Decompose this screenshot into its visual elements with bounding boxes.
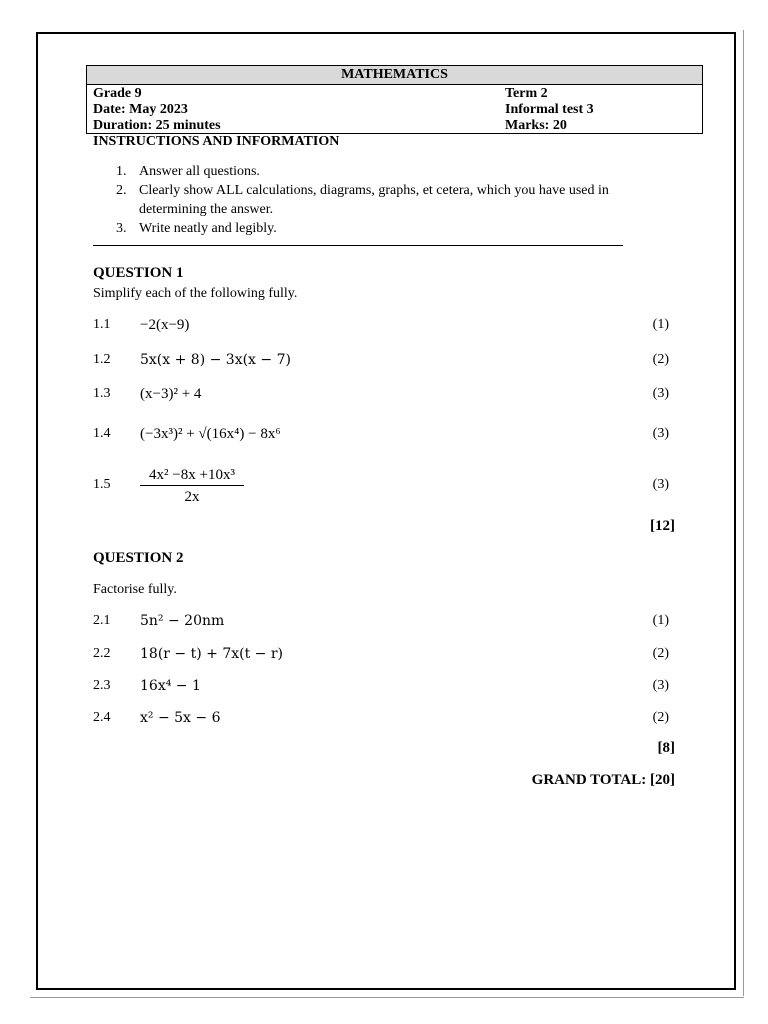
term-label: Term 2	[505, 86, 548, 101]
fraction-bar	[140, 485, 244, 486]
question-item-2-2	[93, 646, 675, 668]
instruction-item	[116, 181, 676, 219]
question2-total: [8]	[657, 740, 675, 756]
grade-label: Grade 9	[93, 86, 142, 101]
grand-total: GRAND TOTAL: [20]	[531, 772, 675, 788]
instruction-number: 2.	[116, 183, 127, 198]
question2-prompt: Factorise fully.	[93, 582, 177, 597]
fraction-denominator: 2x	[184, 489, 200, 505]
question-expression: 18(r − t) + 7x(t − r)	[140, 646, 283, 662]
question-number: 1.5	[93, 477, 111, 492]
divider-line	[93, 245, 623, 246]
question1-heading: QUESTION 1	[93, 265, 184, 281]
instruction-item	[116, 219, 676, 238]
instructions-list	[116, 162, 676, 238]
question-expression: 16x⁴ − 1	[140, 678, 201, 694]
instruction-item	[116, 162, 676, 181]
question-marks: (3)	[652, 678, 669, 693]
question-item-2-4	[93, 710, 675, 732]
question-expression: x² − 5x − 6	[140, 710, 221, 726]
question-item-2-3	[93, 678, 675, 700]
marks-label: Marks: 20	[505, 118, 567, 133]
question-expression: (x−3)² + 4	[140, 386, 202, 402]
question-number: 2.4	[93, 710, 111, 725]
question-expression: −2(x−9)	[140, 317, 190, 333]
question-expression: (−3x³)² + √(16x⁴) − 8x⁶	[140, 426, 281, 442]
fraction-expression	[140, 466, 244, 506]
instruction-text: Clearly show ALL calculations, diagrams, graphs, et cetera, which you have used in determining the answer.	[139, 183, 609, 217]
question2-heading: QUESTION 2	[93, 550, 184, 566]
instructions-heading: INSTRUCTIONS AND INFORMATION	[93, 134, 340, 149]
question-number: 1.3	[93, 386, 111, 401]
instruction-text: Write neatly and legibly.	[139, 221, 277, 236]
test-label: Informal test 3	[505, 102, 594, 117]
instruction-number: 3.	[116, 221, 127, 236]
question-number: 1.2	[93, 352, 111, 367]
header-row-3	[87, 117, 702, 133]
question-marks: (1)	[652, 613, 669, 628]
date-label: Date: May 2023	[93, 102, 188, 117]
question-marks: (1)	[652, 317, 669, 332]
question-marks: (3)	[652, 477, 669, 492]
question-item-1-3	[93, 386, 675, 408]
header-row-1	[87, 85, 702, 101]
question-number: 2.2	[93, 646, 111, 661]
question-expression: 5x(x + 8) − 3x(x − 7)	[140, 352, 291, 368]
question-item-1-1	[93, 317, 675, 339]
page-border-shadow-bottom	[30, 997, 744, 998]
question-number: 1.4	[93, 426, 111, 441]
question-marks: (2)	[652, 352, 669, 367]
page-border-shadow-right	[743, 30, 744, 996]
question1-prompt: Simplify each of the following fully.	[93, 286, 298, 301]
question-item-1-4	[93, 426, 675, 448]
header-row-2	[87, 101, 702, 117]
question-marks: (3)	[652, 386, 669, 401]
question-marks: (2)	[652, 710, 669, 725]
question-item-1-2	[93, 352, 675, 374]
question-number: 2.3	[93, 678, 111, 693]
question-marks: (3)	[652, 426, 669, 441]
instruction-number: 1.	[116, 164, 127, 179]
question1-total: [12]	[650, 518, 675, 534]
question-number: 1.1	[93, 317, 111, 332]
header-table	[86, 65, 703, 134]
question-expression: 5n² − 20nm	[140, 613, 225, 629]
fraction-numerator: 4x² −8x +10x³	[149, 467, 235, 483]
question-number: 2.1	[93, 613, 111, 628]
instruction-text: Answer all questions.	[139, 164, 260, 179]
question-item-2-1	[93, 613, 675, 635]
question-marks: (2)	[652, 646, 669, 661]
duration-label: Duration: 25 minutes	[93, 118, 221, 133]
subject-title: MATHEMATICS	[87, 66, 702, 85]
